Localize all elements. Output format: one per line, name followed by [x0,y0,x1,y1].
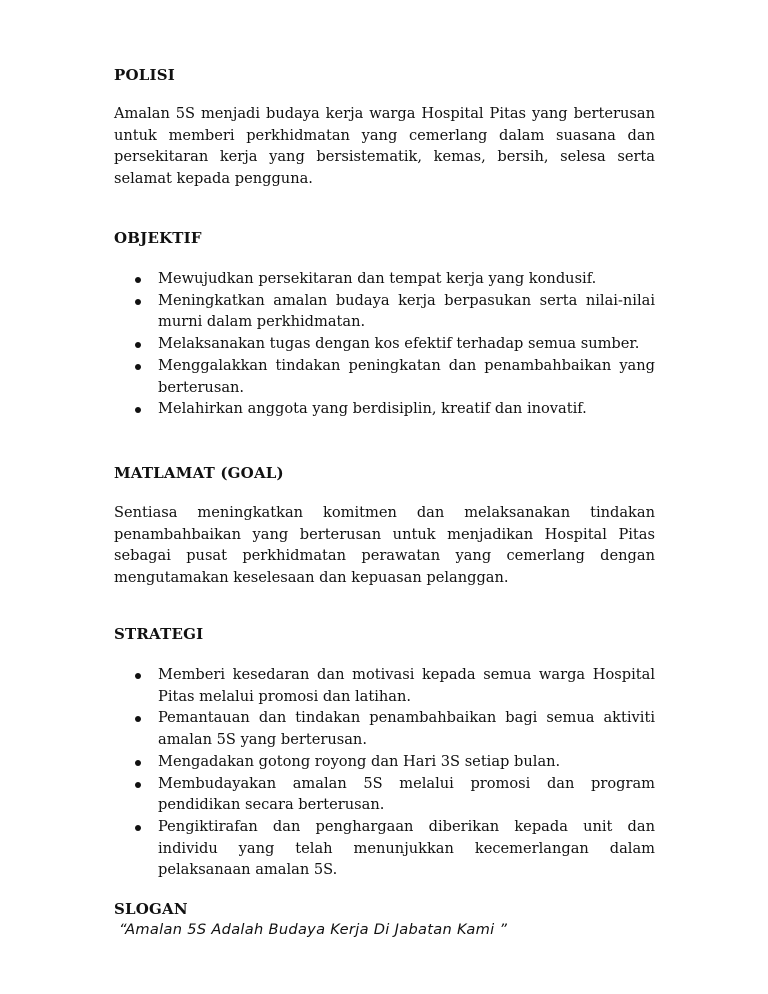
matlamat-heading: MATLAMAT (GOAL) [114,464,284,482]
list-item-text: Mewujudkan persekitaran dan tempat kerja yang kondusif. [158,270,597,287]
bullet-icon [135,716,141,722]
bullet-icon [135,782,141,788]
slogan-quote: “Amalan 5S Adalah Budaya Kerja Di Jabatan Kami ” [119,921,508,938]
list-item [114,773,655,816]
list-item [114,333,655,355]
bullet-icon [135,277,141,283]
objektif-list [114,268,655,420]
list-item-text: Pemantauan dan tindakan penambahbaikan bagi semua aktiviti amalan 5S yang berterusan. [158,709,655,749]
list-item-text: Melahirkan anggota yang berdisiplin, kreatif dan inovatif. [158,400,587,418]
list-item-text: Pengiktirafan dan penghargaan diberikan kepada unit dan individu yang telah menunjukkan kecemerlangan dalam pelaksanaan amalan 5S. [158,817,655,879]
list-item-text: Membudayakan amalan 5S melalui promosi dan program pendidikan secara berterusan. [158,774,655,814]
list-item [114,707,655,750]
bullet-icon [135,760,141,766]
polisi-paragraph: Amalan 5S menjadi budaya kerja warga Hospital Pitas yang berterusan untuk memberi perkhidmatan yang cemerlang dalam suasana dan persekitaran kerja yang bersistematik, kemas, bersih, selesa serta selamat kepada pengguna. [114,105,655,188]
list-item-text: Melaksanakan tugas dengan kos efektif terhadap semua sumber. [158,335,640,353]
list-item-text: Memberi kesedaran dan motivasi kepada semua warga Hospital Pitas melalui promosi dan latihan. [158,666,655,705]
matlamat-paragraph: Sentiasa meningkatkan komitmen dan melaksanakan tindakan penambahbaikan yang berterusan untuk menjadikan Hospital Pitas sebagai pusat perkhidmatan perawatan yang cemerlang dengan mengutamakan keselesaan dan kepuasan pelanggan. [114,504,655,587]
bullet-icon [135,364,141,370]
strategi-heading: STRATEGI [114,625,204,643]
slogan-heading: SLOGAN [114,900,188,918]
list-item [114,268,655,290]
list-item [114,816,655,881]
list-item [114,290,655,333]
bullet-icon [135,825,141,831]
bullet-icon [135,299,141,305]
list-item-text: Meningkatkan amalan budaya kerja berpasukan serta nilai-nilai murni dalam perkhidmatan. [158,291,655,331]
list-item-text: Menggalakkan tindakan peningkatan dan penambahbaikan yang berterusan. [158,356,655,396]
polisi-heading: POLISI [114,66,175,84]
bullet-icon [135,407,141,413]
list-item [114,398,655,420]
list-item [114,664,655,707]
list-item-text: Mengadakan gotong royong dan Hari 3S setiap bulan. [158,752,561,770]
bullet-icon [135,673,141,679]
bullet-icon [135,342,141,348]
list-item [114,355,655,398]
list-item [114,751,655,773]
objektif-heading: OBJEKTIF [114,229,202,247]
strategi-list [114,664,655,881]
